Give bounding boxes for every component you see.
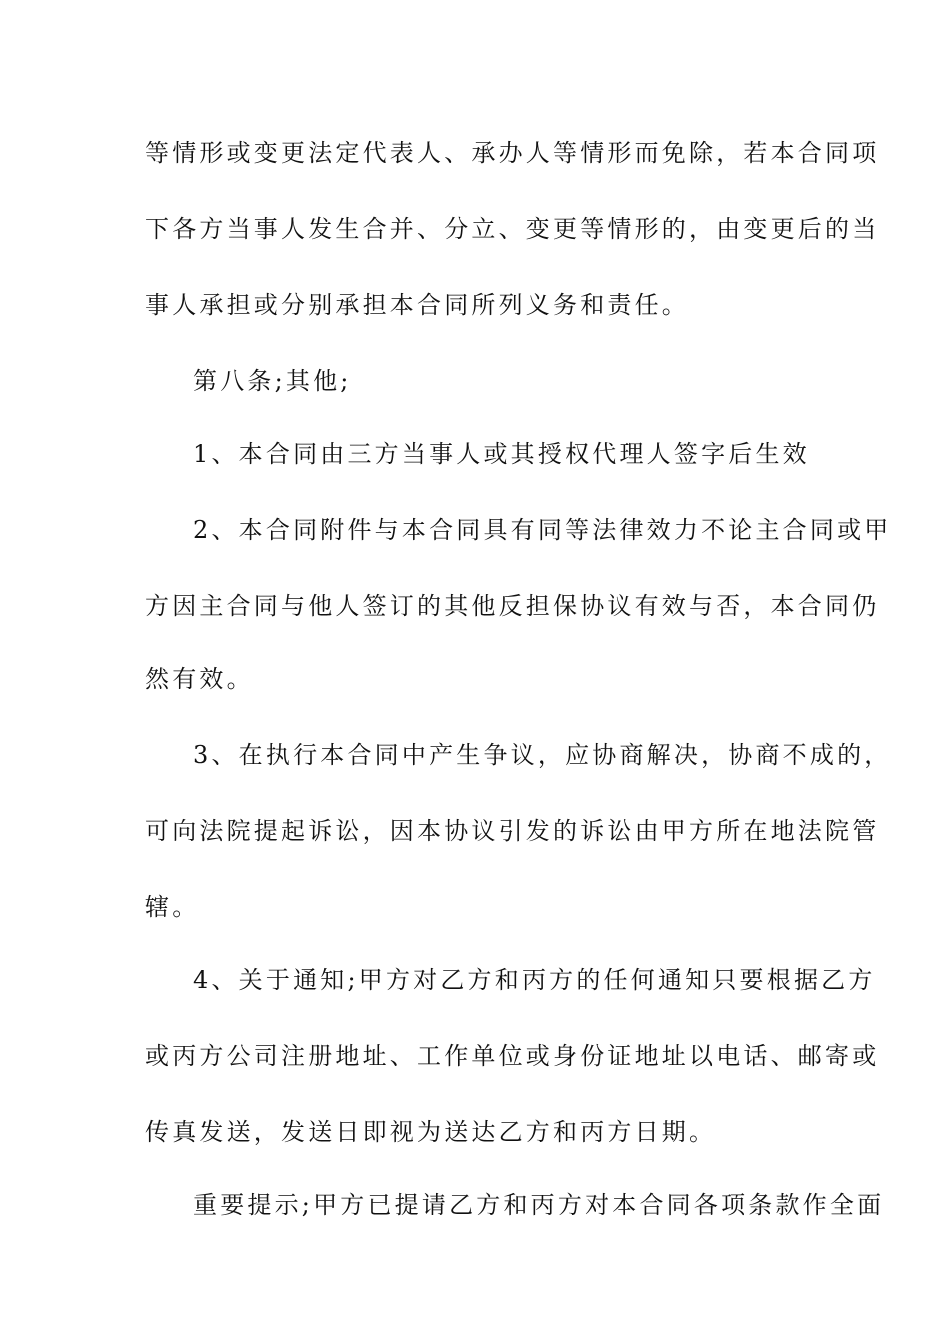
text-line: 辖。 [145, 893, 200, 921]
text-line: 等情形或变更法定代表人、承办人等情形而免除，若本合同项 [145, 139, 880, 167]
text-line: 然有效。 [145, 665, 254, 693]
clause-3: 3、在执行本合同中产生争议，应协商解决，协商不成的， [193, 741, 892, 769]
text-line: 方因主合同与他人签订的其他反担保协议有效与否，本合同仍 [145, 592, 880, 620]
text-line: 事人承担或分别承担本合同所列义务和责任。 [145, 291, 689, 319]
clause-1: 1、本合同由三方当事人或其授权代理人签字后生效 [193, 440, 810, 468]
text-line: 或丙方公司注册地址、工作单位或身份证地址以电话、邮寄或 [145, 1042, 880, 1070]
text-line: 下各方当事人发生合并、分立、变更等情形的，由变更后的当 [145, 215, 880, 243]
text-line: 传真发送，发送日即视为送达乙方和丙方日期。 [145, 1118, 717, 1146]
article-heading: 第八条;其他; [193, 367, 352, 395]
text-line: 可向法院提起诉讼，因本协议引发的诉讼由甲方所在地法院管 [145, 817, 880, 845]
clause-2: 2、本合同附件与本合同具有同等法律效力不论主合同或甲 [193, 516, 892, 544]
important-notice: 重要提示;甲方已提请乙方和丙方对本合同各项条款作全面 [193, 1191, 885, 1219]
clause-4: 4、关于通知;甲方对乙方和丙方的任何通知只要根据乙方 [193, 966, 876, 994]
